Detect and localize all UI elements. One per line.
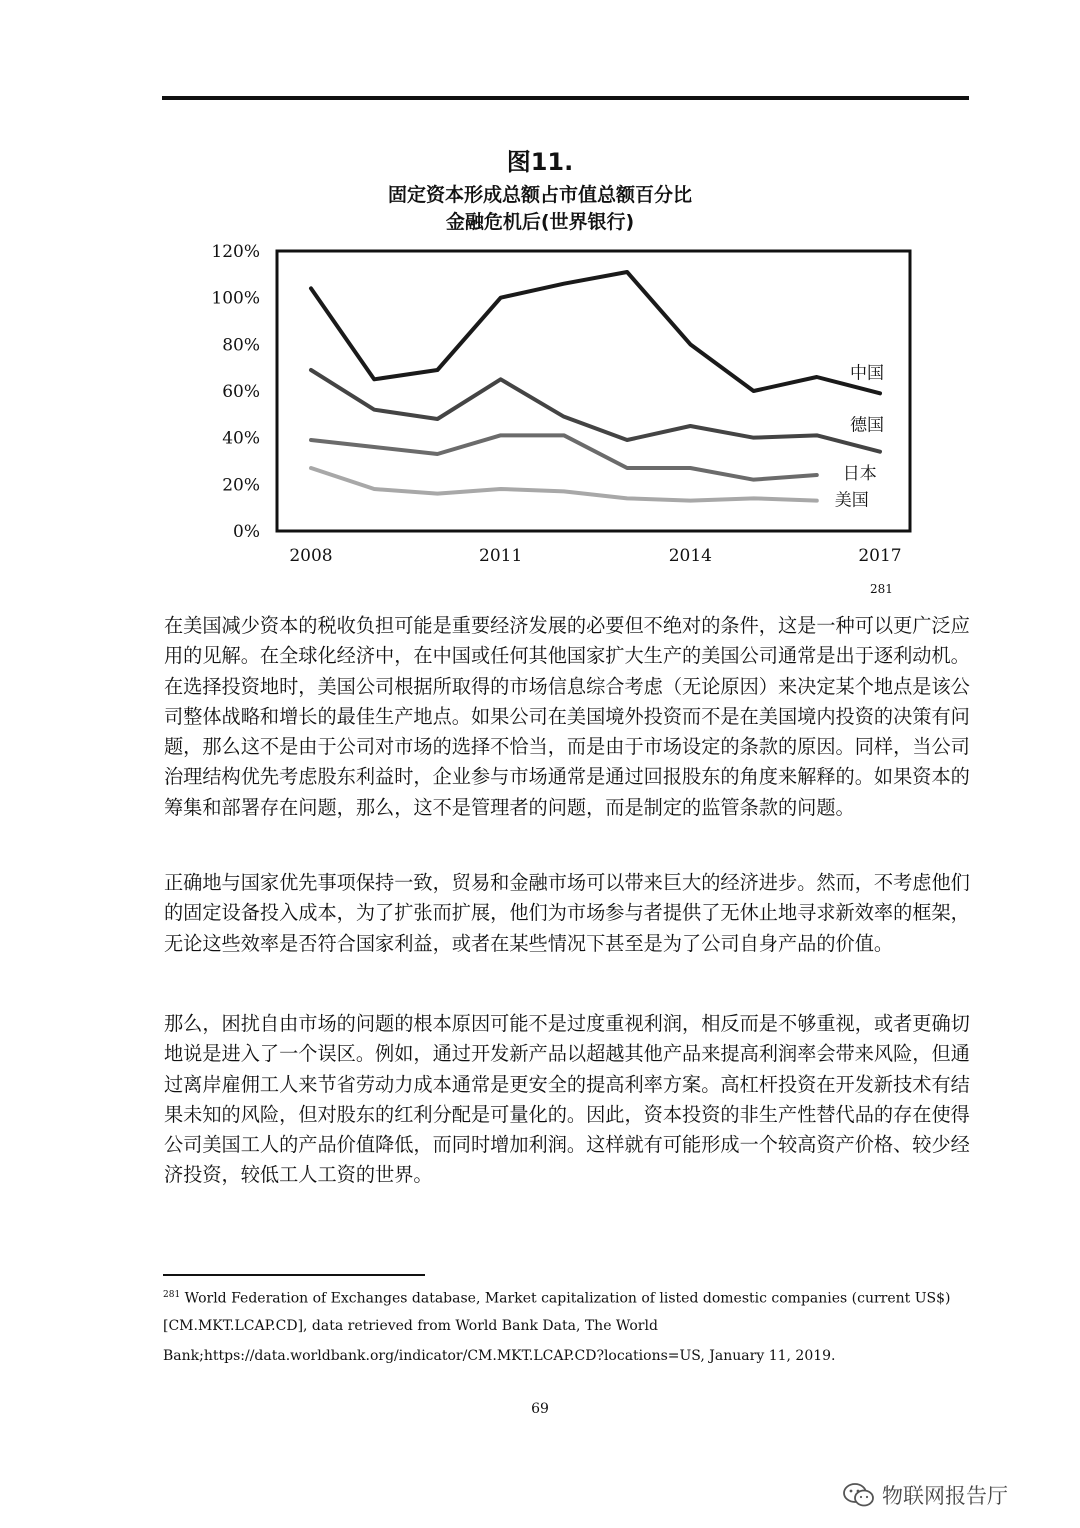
brand-watermark — [842, 1480, 1008, 1510]
paragraph-2: 正确地与国家优先事项保持一致，贸易和金融市场可以带来巨大的经济进步。然而，不考虑他们的固定设备投入成本，为了扩张而扩展，他们为市场参与者提供了无休止地寻求新效率的框架，无论这些效率是否符合国家利益，或者在某些情况下甚至是为了公司自身产品的价值。 — [164, 871, 970, 955]
series-label: 德国 — [850, 415, 884, 436]
y-tick-label: 20% — [222, 475, 260, 496]
x-tick-label: 2008 — [289, 546, 333, 566]
y-tick-label: 60% — [222, 382, 260, 402]
figure-title-line2: 金融危机后(世界银行) — [445, 211, 635, 233]
page-number: 69 — [531, 1401, 549, 1417]
series-line-4 — [311, 468, 817, 501]
footnote-line-2: [CM.MKT.LCAP.CD], data retrieved from World Bank Data, The World — [163, 1318, 658, 1334]
series-line-3 — [311, 435, 817, 479]
figure-reference: 281 — [870, 582, 893, 596]
x-tick-label: 2011 — [479, 546, 523, 566]
figure-number: 图11. — [506, 148, 574, 176]
y-tick-label: 100% — [211, 288, 260, 309]
footnote-line-3: Bank;https://data.worldbank.org/indicator/CM.MKT.LCAP.CD?locations=US, January 11, 2019. — [163, 1348, 836, 1364]
line-chart — [0, 0, 1080, 600]
wechat-icon — [842, 1482, 876, 1508]
footnote-text-1: World Federation of Exchanges database, Market capitalization of listed domestic companies (current US$) — [184, 1290, 951, 1307]
y-tick-label: 40% — [222, 428, 260, 449]
series-label: 美国 — [834, 490, 869, 511]
y-tick-label: 0% — [233, 522, 260, 542]
y-tick-label: 120% — [211, 242, 260, 262]
x-tick-label: 2014 — [668, 546, 712, 566]
footnote-line-1 — [163, 1290, 951, 1307]
footnote-rule — [163, 1274, 425, 1276]
series-label: 日本 — [842, 464, 877, 484]
series-line-1 — [311, 272, 880, 393]
figure-title-line1: 固定资本形成总额占市值总额百分比 — [387, 184, 692, 206]
y-tick-label: 80% — [222, 335, 260, 356]
series-label: 中国 — [850, 363, 884, 384]
paragraph-3: 那么，困扰自由市场的问题的根本原因可能不是过度重视利润，相反而是不够重视，或者更确切地说是进入了一个误区。例如，通过开发新产品以超越其他产品来提高利润率会带来风险，但通过离岸雇佣工人来节省劳动力成本通常是更安全的提高利率方案。高杠杆投资在开发新技术有结果未知的风险，但对股东的红利分配是可量化的。因此，资本投资的非生产性替代品的存在使得公司美国工人的产品价值降低，而同时增加利润。这样就有可能形成一个较高资产价格、较少经济投资，较低工人工资的世界。 — [164, 1012, 970, 1187]
footnote-marker: 281 — [163, 1290, 181, 1300]
brand-label: 物联网报告厅 — [882, 1484, 1008, 1508]
x-tick-label: 2017 — [858, 546, 902, 566]
paragraph-1: 在美国减少资本的税收负担可能是重要经济发展的必要但不绝对的条件，这是一种可以更广泛应用的见解。在全球化经济中，在中国或任何其他国家扩大生产的美国公司通常是出于逐利动机。在选择投资地时，美国公司根据所取得的市场信息综合考虑（无论原因）来决定某个地点是该公司整体战略和增长的最佳生产地点。如果公司在美国境外投资而不是在美国境内投资的决策有问题，那么这不是由于公司对市场的选择不恰当，而是由于市场设定的条款的原因。同样，当公司治理结构优先考虑股东利益时，企业参与市场通常是通过回报股东的角度来解释的。如果资本的筹集和部署存在问题，那么，这不是管理者的问题，而是制定的监管条款的问题。 — [164, 614, 970, 819]
